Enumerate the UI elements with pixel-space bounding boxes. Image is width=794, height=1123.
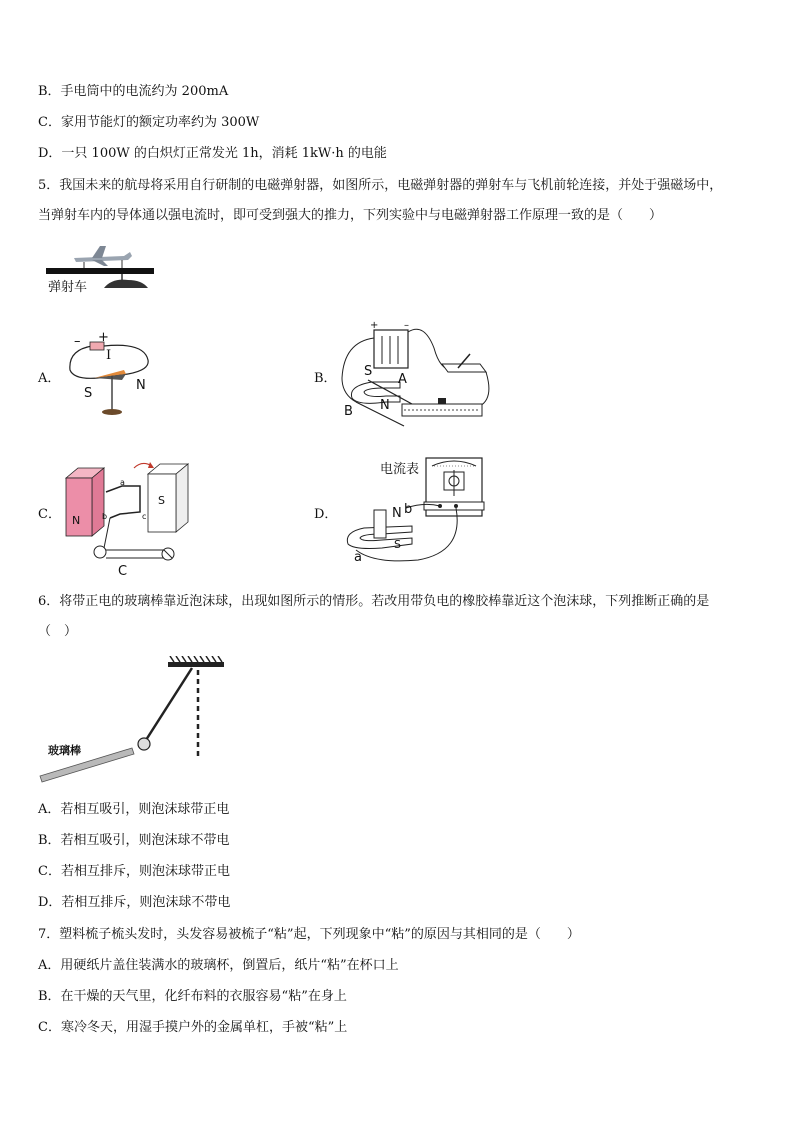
q7-option-c: C．寒冷冬天，用湿手摸户外的金属单杠，手被“粘”上 — [38, 1020, 348, 1035]
q4-option-b: B．手电筒中的电流约为 200mA — [38, 84, 229, 99]
q6-option-a: A．若相互吸引，则泡沫球带正电 — [38, 802, 230, 817]
q6-option-b: B．若相互吸引，则泡沫球不带电 — [38, 833, 230, 848]
q5-option-a-figure — [64, 330, 164, 422]
q7-stem: 7．塑料梳子梳头发时，头发容易被梳子“粘”起，下列现象中“粘”的原因与其相同的是（ ） — [38, 927, 580, 942]
battery-minus-label-b: – — [404, 320, 409, 331]
q5-stem-line-1: 5．我国未来的航母将采用自行研制的电磁弹射器，如图所示，电磁弹射器的弹射车与飞机前轮连接，并处于强磁场中， — [38, 178, 723, 193]
battery-plus-label-b: + — [370, 320, 379, 331]
current-label: I — [106, 348, 112, 363]
q4-option-c: C．家用节能灯的额定功率约为 300W — [38, 115, 260, 130]
battery-minus-label: – — [74, 334, 81, 349]
q6-figure — [36, 656, 236, 784]
catapult-figure — [44, 244, 156, 296]
ammeter-label: 电流表 — [380, 462, 420, 477]
q5-option-a-letter: A． — [38, 371, 61, 386]
q5-option-c-figure — [64, 458, 194, 580]
figure-c-caption: C — [118, 564, 128, 579]
q7-option-a: A．用硬纸片盖住装满水的玻璃杯，倒置后，纸片“粘”在杯口上 — [38, 958, 399, 973]
needle-s-label: S — [84, 386, 93, 401]
catapult-label: 弹射车 — [48, 280, 88, 295]
magnet-n-label-d: N — [392, 506, 402, 521]
rail-b-label: B — [344, 404, 353, 419]
q5-option-d-figure — [334, 452, 494, 576]
coil-b-label: b — [102, 512, 108, 521]
q5-option-c-letter: C． — [38, 507, 61, 522]
wire-b-label: b — [404, 502, 413, 517]
magnet-n-label-c: N — [72, 514, 81, 527]
wire-a-label: a — [354, 550, 362, 565]
coil-c-label: c — [142, 512, 147, 521]
rail-a-label: A — [398, 372, 407, 387]
magnet-n-label: N — [380, 398, 390, 413]
glass-rod-label: 玻璃棒 — [48, 744, 81, 757]
battery-plus-label: + — [98, 330, 109, 345]
q5-option-b-letter: B． — [314, 371, 337, 386]
q5-stem-line-2: 当弹射车内的导体通以强电流时，即可受到强大的推力，下列实验中与电磁弹射器工作原理一致的是（ ） — [38, 208, 663, 223]
magnet-s-label: S — [364, 364, 373, 379]
q4-option-d: D．一只 100W 的白炽灯正常发光 1h，消耗 1kW·h 的电能 — [38, 146, 387, 161]
q6-option-d: D．若相互排斥，则泡沫球不带电 — [38, 895, 231, 910]
magnet-s-label-d: S — [394, 538, 401, 551]
coil-a-label: a — [120, 478, 125, 487]
magnet-s-label-c: S — [158, 494, 165, 507]
q5-option-d-letter: D． — [314, 507, 338, 522]
needle-n-label: N — [136, 378, 146, 393]
q6-stem-line-2: （ ） — [38, 624, 78, 639]
q6-option-c: C．若相互排斥，则泡沫球带正电 — [38, 864, 230, 879]
q7-option-b: B．在干燥的天气里，化纤布料的衣服容易“粘”在身上 — [38, 989, 347, 1004]
q5-option-b-figure — [334, 318, 494, 430]
q6-stem-line-1: 6．将带正电的玻璃棒靠近泡沫球，出现如图所示的情形。若改用带负电的橡胶棒靠近这个泡沫球，下列推断正确的是 — [38, 594, 710, 609]
